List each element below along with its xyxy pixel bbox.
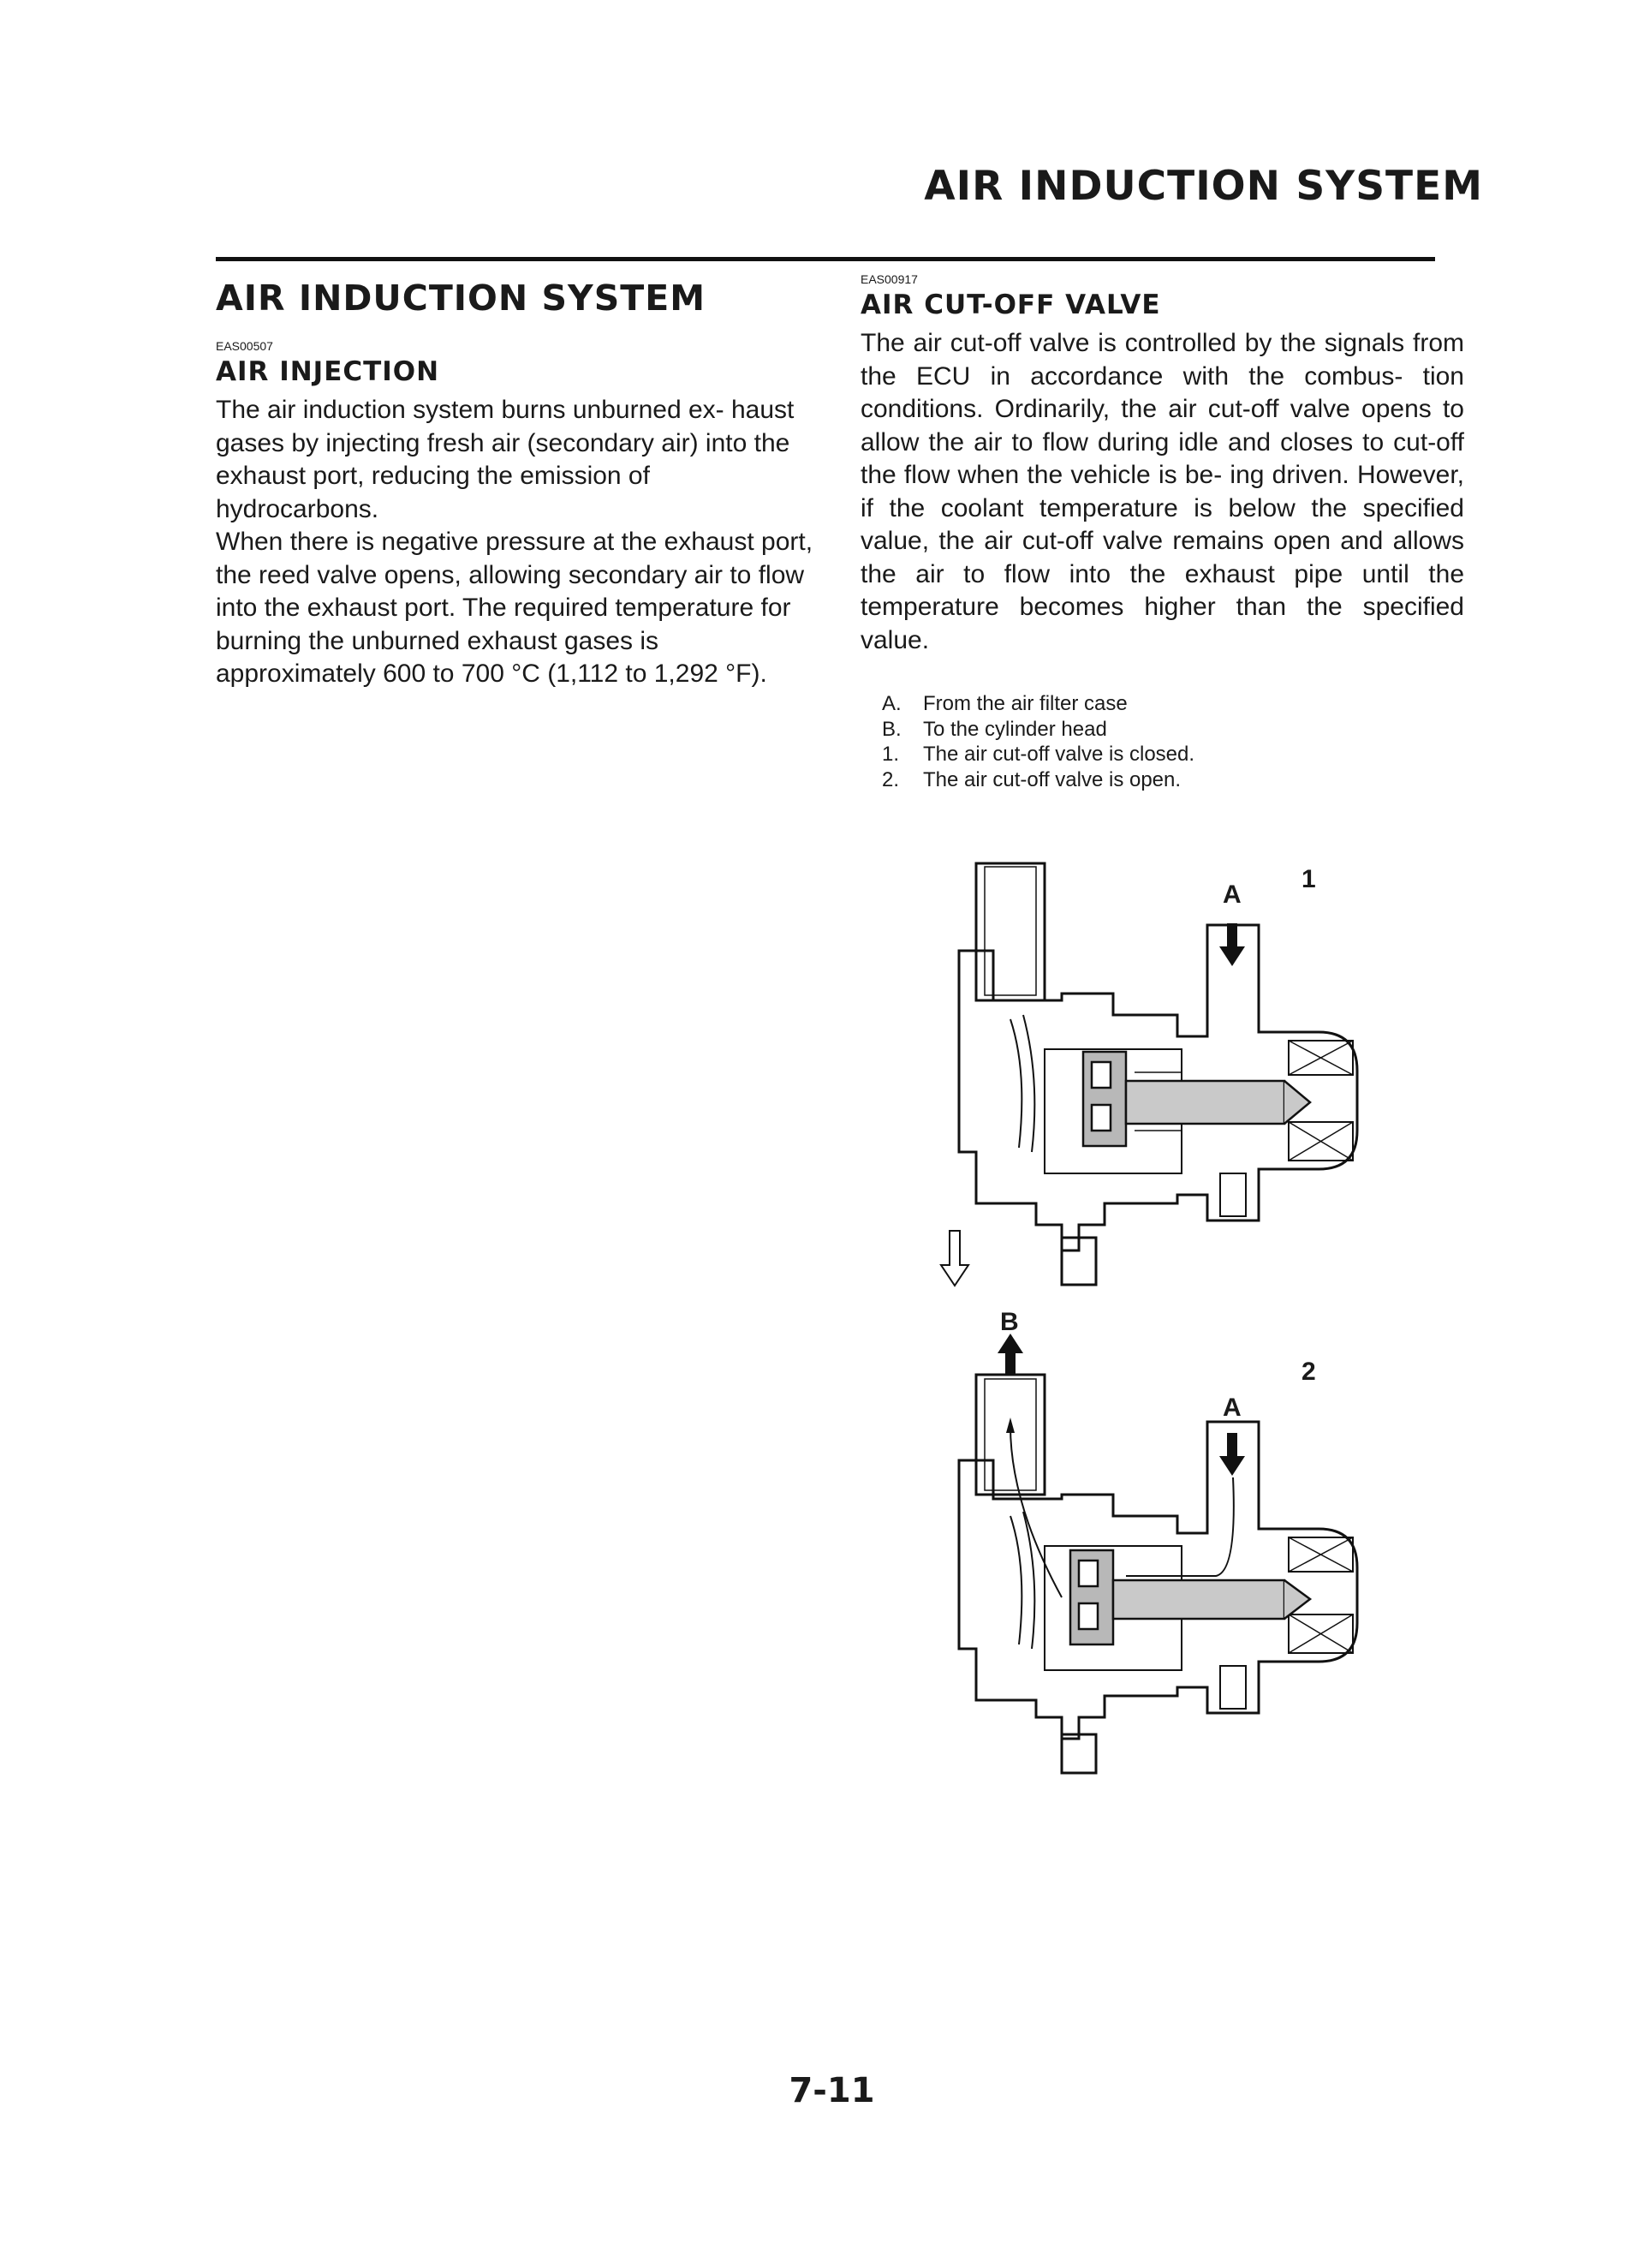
valve-open-diagram: [925, 1308, 1387, 1786]
inlet-label-a: A: [1223, 1394, 1242, 1422]
air-injection-heading: AIR INJECTION: [216, 356, 440, 387]
air-cutoff-paragraph: The air cut-off valve is controlled by the signals from the ECU in accordance with the combus- tion conditions. Ordinarily, the air cut-off valve opens to allow the air to flow during idle and closes to cut-off the flow when the vehicle is be- ing driven. However, if the coolant temperature is below the specified value, the air cut-off valve remains open and allows the air to flow into the exhaust pipe until the temperature becomes higher than the specified value.: [861, 329, 1464, 654]
section-code: EAS00917: [861, 272, 918, 286]
down-arrow-icon: [938, 1229, 972, 1289]
right-column: [861, 272, 1464, 792]
legend-item: B. To the cylinder head: [882, 717, 1107, 741]
header-divider: [216, 257, 1435, 261]
valve-closed-diagram: [925, 848, 1387, 1302]
figure-number-label: 1: [1302, 865, 1316, 893]
figure-legend: [882, 691, 1464, 792]
valve-closed-illustration: [925, 848, 1387, 1302]
air-injection-paragraph-2: When there is negative pressure at the exhaust port, the reed valve opens, allowing secondary air to flow into the exhaust port. The required temperature for burning the unburned exhaust gases is approximately 600 to 700 °C (1,112 to 1,292 °F).: [216, 528, 813, 688]
air-injection-paragraph-1: The air induction system burns unburned ex- haust gases by injecting fresh air (secondary air) into the exhaust port, reducing the emission of hydrocarbons.: [216, 396, 795, 523]
valve-open-illustration: [925, 1332, 1387, 1786]
legend-item: 2. The air cut-off valve is open.: [882, 767, 1182, 791]
figure-number-label: 2: [1302, 1358, 1316, 1386]
page-number: 7-11: [789, 2071, 875, 2110]
section-title: AIR INDUCTION SYSTEM: [216, 278, 706, 319]
legend-item: A. From the air filter case: [882, 692, 1128, 715]
air-cutoff-heading: AIR CUT-OFF VALVE: [861, 289, 1161, 320]
left-column: [216, 272, 815, 691]
section-code: EAS00507: [216, 339, 273, 353]
outlet-label-b: B: [1000, 1308, 1019, 1336]
legend-item: 1. The air cut-off valve is closed.: [882, 743, 1195, 766]
page-header-title: AIR INDUCTION SYSTEM: [924, 163, 1483, 210]
inlet-label-a: A: [1223, 880, 1242, 909]
